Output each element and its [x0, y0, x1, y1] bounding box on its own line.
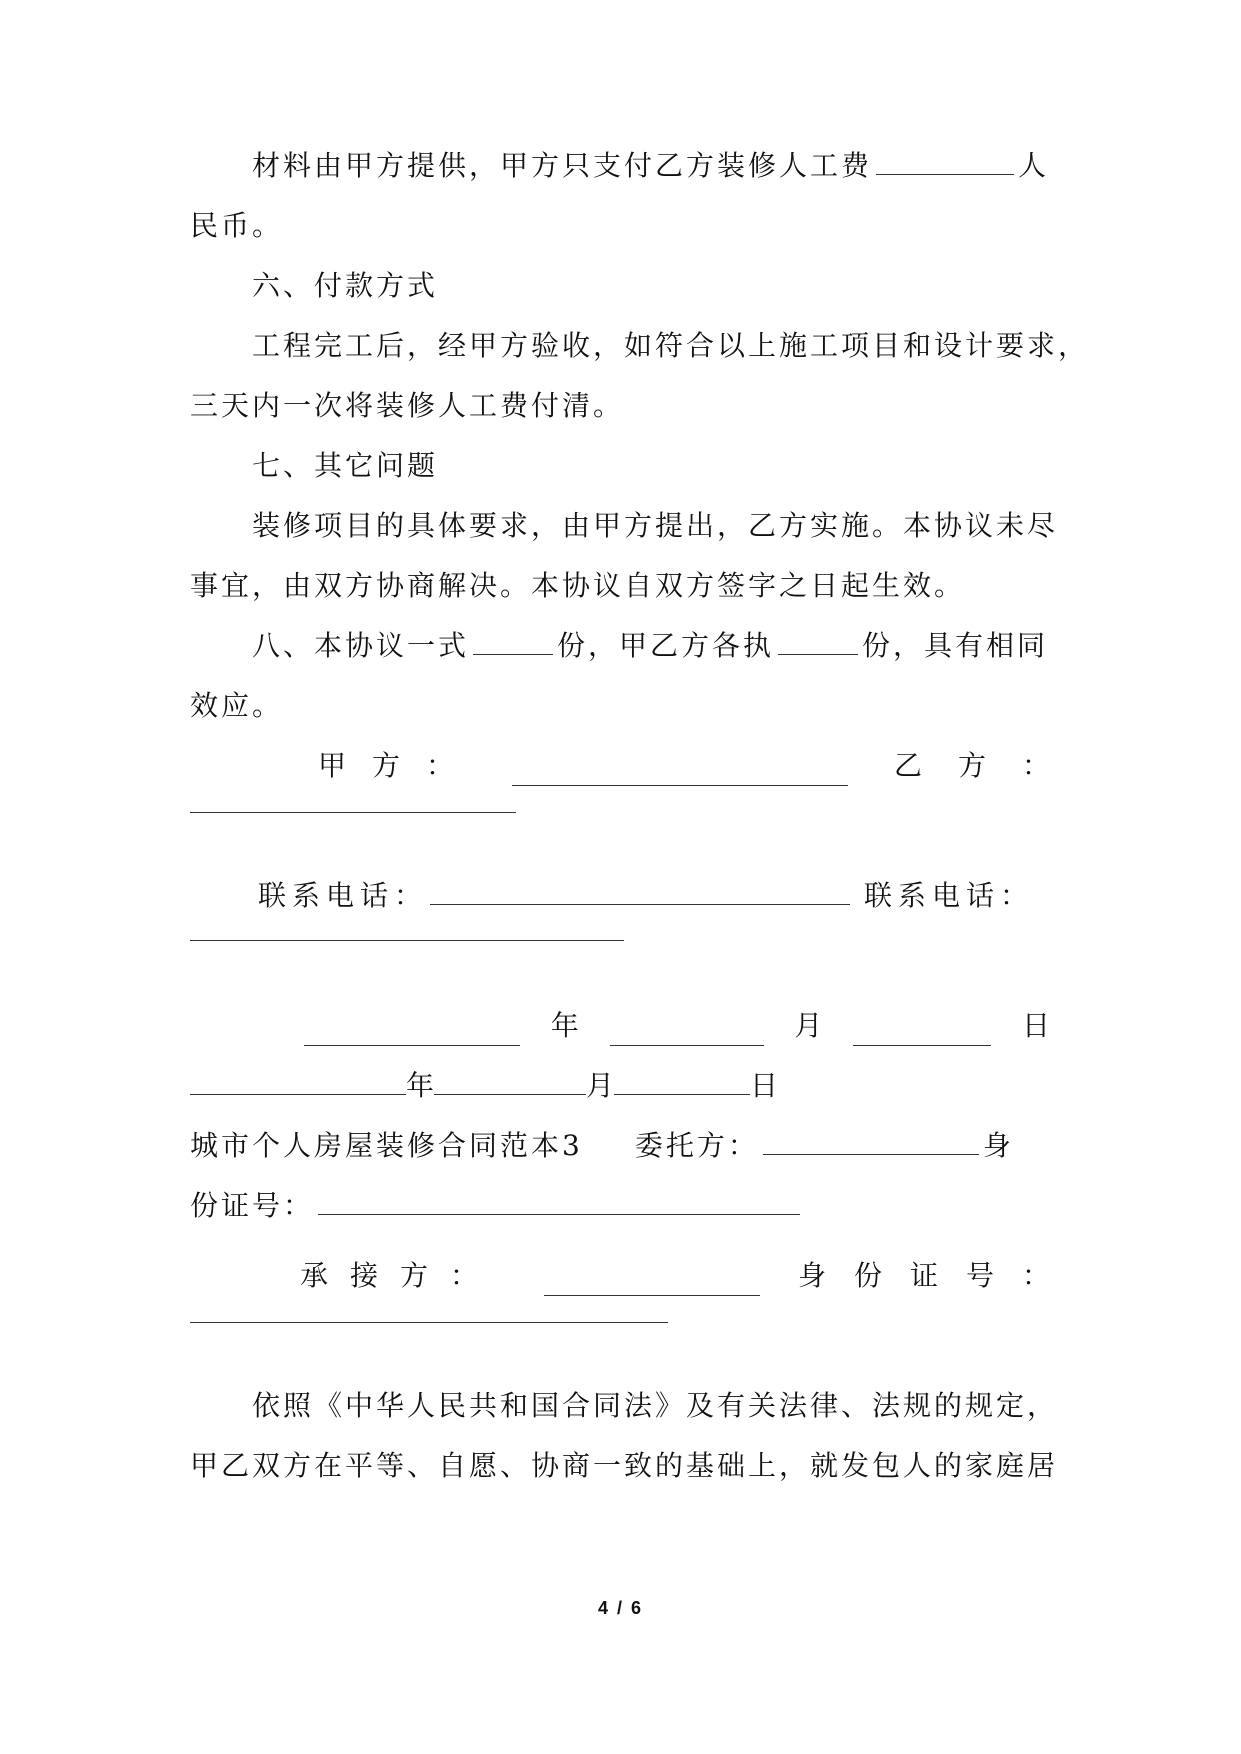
- section-heading: 六、付款方式: [252, 269, 439, 302]
- phone-b-label: 联系电话：: [864, 879, 1035, 912]
- client-blank: [763, 1126, 979, 1155]
- paragraph-line: 民币。: [190, 209, 284, 242]
- id-label-part: 身: [982, 1129, 1014, 1162]
- client-id-blank: [318, 1186, 800, 1215]
- paragraph-line: 工程完工后，经甲方验收，如符合以上施工项目和设计要求，: [252, 329, 1090, 362]
- month-label: 月: [586, 1069, 615, 1102]
- day-label: 日: [750, 1069, 779, 1102]
- paragraph-line: [252, 146, 1112, 186]
- paragraph-line: 事宜，由双方协商解决。本协议自双方签字之日起生效。: [190, 569, 966, 602]
- contractor-label: 承接方：: [300, 1259, 501, 1292]
- id-row: [190, 1186, 1050, 1226]
- party-b-label: 乙方：: [893, 749, 1086, 782]
- id-label-part: 份证号：: [190, 1189, 315, 1222]
- month-blank: [610, 1017, 764, 1046]
- contractor-id-blank: [190, 1322, 668, 1323]
- phone-a-blank: [430, 876, 850, 905]
- month-blank: [434, 1066, 586, 1095]
- year-blank: [304, 1017, 520, 1046]
- day-blank: [853, 1017, 991, 1046]
- blank-field: [778, 626, 858, 655]
- month-label: 月: [794, 1009, 823, 1042]
- contract-title-row: [190, 1126, 1050, 1166]
- page-number: 4 / 6: [597, 1598, 644, 1618]
- paragraph-line: 三天内一次将装修人工费付清。: [190, 389, 625, 422]
- day-label: 日: [1021, 1009, 1050, 1042]
- text-span: 材料由甲方提供，甲方只支付乙方装修人工费: [252, 149, 873, 182]
- year-label: 年: [550, 1009, 579, 1042]
- text-span: 份，甲乙方各执: [557, 629, 775, 662]
- year-label: 年: [406, 1069, 435, 1102]
- paragraph-line: 效应。: [190, 689, 284, 722]
- party-a-label: 甲方：: [318, 749, 481, 782]
- day-blank: [614, 1066, 750, 1095]
- paragraph-line: 装修项目的具体要求，由甲方提出，乙方实施。本协议未尽: [252, 509, 1059, 542]
- phone-b-blank: [190, 940, 624, 941]
- phone-a-label: 联系电话：: [258, 879, 429, 912]
- paragraph-line: 依照《中华人民共和国合同法》及有关法律、法规的规定，: [252, 1389, 1059, 1422]
- section-heading: 七、其它问题: [252, 449, 439, 482]
- blank-field: [473, 626, 553, 655]
- client-label: 委托方：: [634, 1129, 759, 1162]
- date-row-b: [190, 1066, 1050, 1106]
- party-b-blank: [190, 812, 516, 813]
- year-blank: [190, 1066, 406, 1095]
- party-a-blank: [512, 757, 848, 786]
- text-span: 份，具有相同: [862, 629, 1049, 662]
- signature-row-parties: [190, 746, 1086, 786]
- text-span: 人: [1018, 149, 1050, 182]
- text-span: 八、本协议一式: [252, 629, 470, 662]
- contractor-id-label: 身份证号：: [797, 1259, 1078, 1292]
- contract-title: 城市个人房屋装修合同范本3: [190, 1129, 583, 1162]
- phone-row: [258, 876, 1048, 916]
- blank-field: [876, 146, 1014, 175]
- contractor-row: [190, 1256, 1078, 1296]
- paragraph-line: [252, 626, 1112, 666]
- date-row-a: [190, 1006, 1050, 1046]
- paragraph-line: 甲乙双方在平等、自愿、协商一致的基础上，就发包人的家庭居: [190, 1449, 1059, 1482]
- contractor-blank: [544, 1267, 760, 1296]
